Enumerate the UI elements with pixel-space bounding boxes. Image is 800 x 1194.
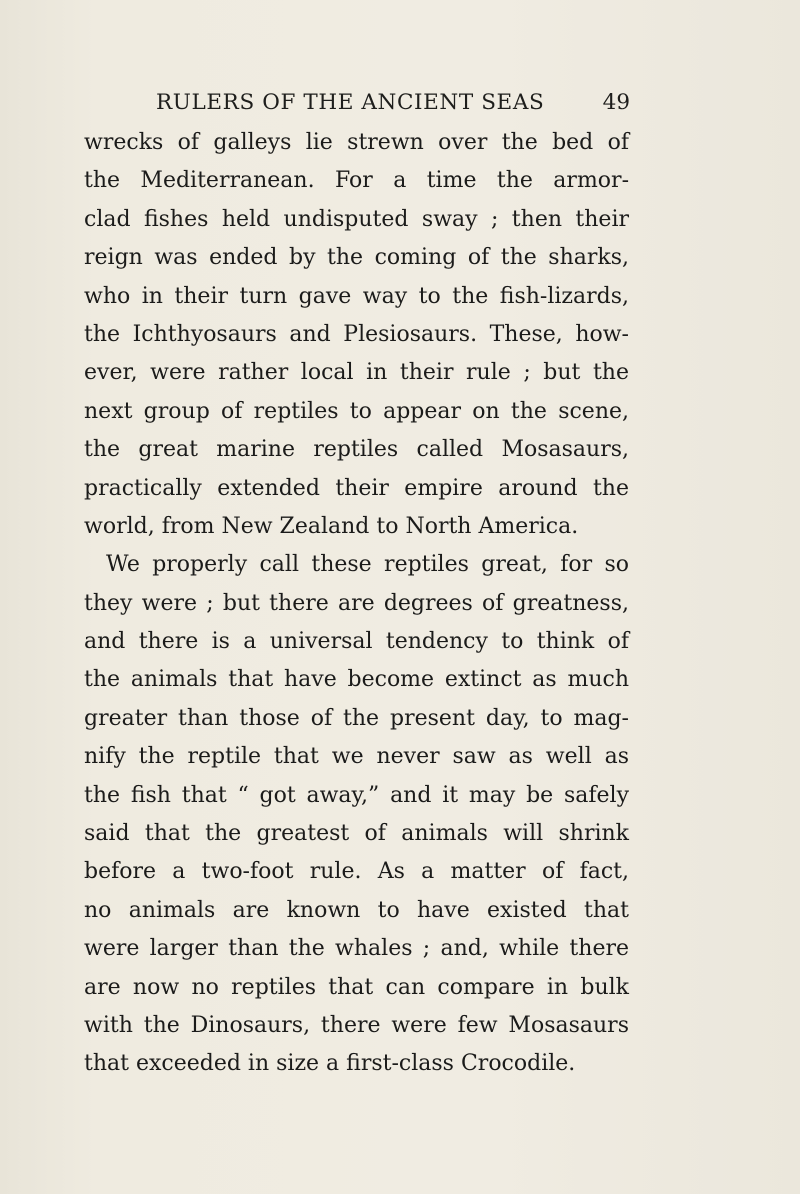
running-title: RULERS OF THE ANCIENT SEAS xyxy=(156,90,545,115)
text-line: wrecks of galleys lie strewn over the bed of xyxy=(84,130,629,155)
text-line: said that the greatest of animals will shrink xyxy=(84,821,629,847)
text-line: ever, were rather local in their rule ; but the xyxy=(84,360,629,386)
text-line: practically extended their empire around the xyxy=(84,475,629,501)
page-header xyxy=(156,90,630,120)
text-line: clad fishes held undisputed sway ; then their xyxy=(84,206,629,232)
text-line: the animals that have become extinct as much xyxy=(84,667,629,693)
text-line: reign was ended by the coming of the sharks, xyxy=(84,245,629,271)
text-line: before a two-foot rule. As a matter of fact, xyxy=(84,859,629,885)
text-line: the fish that “ got away,” and it may be safely xyxy=(84,782,629,808)
text-line: the Ichthyosaurs and Plesiosaurs. These, how- xyxy=(84,321,629,347)
page-number: 49 xyxy=(602,90,630,115)
text-line: the great marine reptiles called Mosasaurs, xyxy=(84,437,629,463)
text-line: are now no reptiles that can compare in bulk xyxy=(84,974,629,1000)
text-line: no animals are known to have existed that xyxy=(84,897,629,923)
text-line: were larger than the whales ; and, while there xyxy=(84,936,629,962)
text-line: that exceeded in size a first-class Crocodile. xyxy=(84,1051,576,1077)
text-line: We properly call these reptiles great, for so xyxy=(106,552,629,578)
text-line: who in their turn gave way to the fish-lizards, xyxy=(84,283,629,309)
text-line: they were ; but there are degrees of greatness, xyxy=(84,590,629,616)
text-line: next group of reptiles to appear on the scene, xyxy=(84,398,629,424)
text-line: the Mediterranean. For a time the armor- xyxy=(84,168,629,194)
text-line: world, from New Zealand to North America. xyxy=(84,513,579,539)
text-line: greater than those of the present day, to mag- xyxy=(84,705,629,731)
text-line: nify the reptile that we never saw as well as xyxy=(84,744,629,770)
text-line: and there is a universal tendency to think of xyxy=(84,629,629,655)
body-text xyxy=(84,124,629,1084)
text-line: with the Dinosaurs, there were few Mosasaurs xyxy=(84,1012,629,1038)
